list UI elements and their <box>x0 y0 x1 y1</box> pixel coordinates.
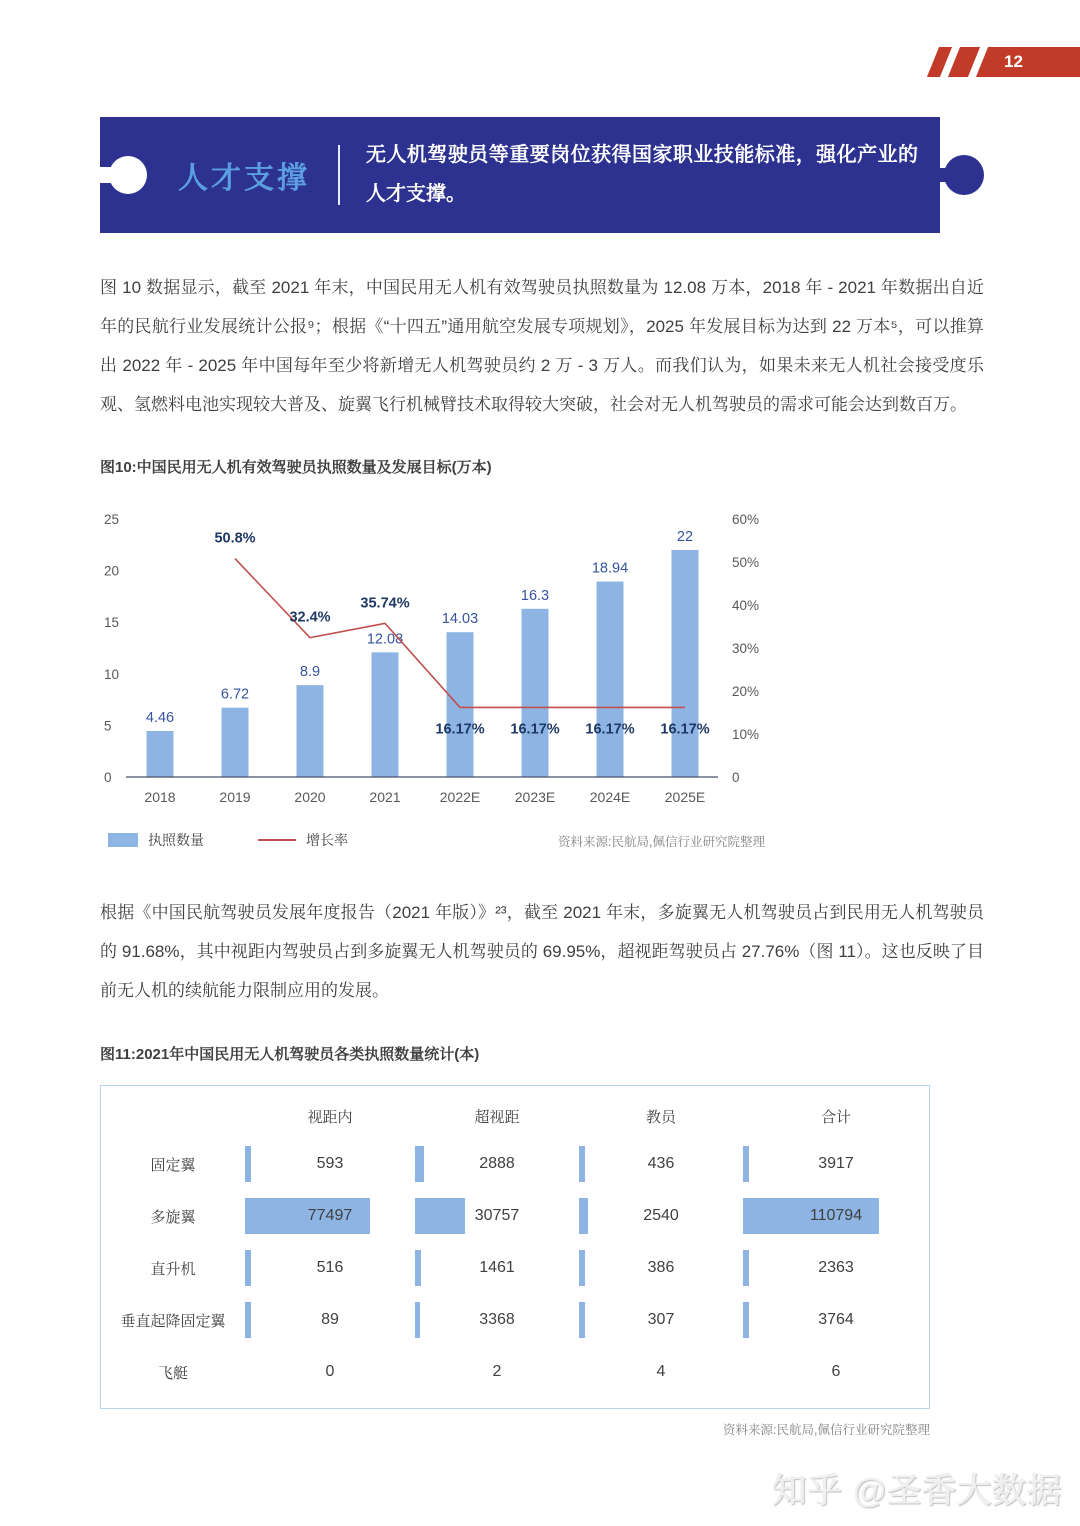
table-column-header: 视距内 <box>307 1108 353 1126</box>
chart-bar <box>522 609 549 777</box>
table-value-bar <box>245 1302 251 1338</box>
table-value-bar <box>415 1198 465 1234</box>
figure10-source: 资料来源:民航局,佩信行业研究院整理 <box>558 835 765 849</box>
watermark: 知乎 @圣香大数据 <box>772 1472 1062 1510</box>
figure11-source: 资料来源:民航局,佩信行业研究院整理 <box>723 1423 930 1437</box>
section-banner <box>100 117 940 233</box>
left-axis-tick: 5 <box>104 718 112 734</box>
bar-value-label: 12.08 <box>366 631 404 648</box>
figure10-chart <box>100 502 765 851</box>
bar-value-label: 16.3 <box>520 587 550 604</box>
x-axis-label: 2022E <box>439 789 481 805</box>
right-axis-tick: 50% <box>732 555 760 570</box>
bar-swatch-icon <box>108 833 138 847</box>
table-value: 1461 <box>479 1259 515 1276</box>
figure10-title: 图10:中国民用无人机有效驾驶员执照数量及发展目标(万本) <box>100 459 492 476</box>
section-summary: 无人机驾驶员等重要岗位获得国家职业技能标准，强化产业的人才支撑。 <box>366 144 918 205</box>
table-data-cell <box>415 1346 579 1398</box>
x-axis-label: 2023E <box>514 789 556 805</box>
growth-value-label: 16.17% <box>435 721 485 738</box>
table-data-cell <box>579 1294 743 1346</box>
table-value: 77497 <box>307 1207 353 1224</box>
puzzle-knob-icon <box>944 155 984 195</box>
table-row-label: 多旋翼 <box>150 1208 196 1226</box>
table-value: 3368 <box>479 1311 515 1328</box>
legend-item-bar <box>108 830 204 850</box>
badge-stripe-icon <box>927 47 952 77</box>
table-value-bar <box>743 1302 749 1338</box>
line-swatch-icon <box>258 839 296 841</box>
left-axis-tick: 15 <box>104 615 120 631</box>
table-value: 2363 <box>818 1259 854 1276</box>
table-data-cell <box>415 1242 579 1294</box>
right-axis-tick: 20% <box>732 684 760 699</box>
table-data-cell <box>743 1242 929 1294</box>
legend-label: 执照数量 <box>148 832 204 848</box>
table-column-header: 超视距 <box>474 1108 520 1126</box>
table-data-cell <box>579 1346 743 1398</box>
page-number: 12 <box>1004 52 1023 71</box>
table-data-cell <box>245 1346 415 1398</box>
table-data-cell <box>579 1190 743 1242</box>
table-value-bar <box>245 1250 251 1286</box>
table-value: 110794 <box>809 1207 863 1224</box>
x-axis-label: 2018 <box>144 789 176 805</box>
table-data-cell <box>245 1294 415 1346</box>
table-value-bar <box>579 1198 588 1234</box>
table-data-cell <box>743 1346 929 1398</box>
table-row-label: 垂直起降固定翼 <box>120 1312 226 1330</box>
table-row-label: 直升机 <box>150 1260 196 1278</box>
bar-value-label: 6.72 <box>220 686 250 703</box>
chart-bar <box>297 685 324 777</box>
bar-line-chart <box>100 502 765 814</box>
growth-value-label: 35.74% <box>360 595 410 612</box>
table-value-bar <box>743 1146 749 1182</box>
right-axis-tick: 60% <box>732 512 760 527</box>
table-value: 3917 <box>818 1155 854 1172</box>
bar-value-label: 14.03 <box>441 611 479 628</box>
left-axis-tick: 20 <box>104 563 120 579</box>
growth-value-label: 32.4% <box>289 609 331 626</box>
table-value: 4 <box>656 1363 666 1380</box>
figure11-table <box>100 1085 930 1409</box>
table-value-bar <box>415 1250 421 1286</box>
bar-value-label: 18.94 <box>591 560 629 577</box>
growth-value-label: 50.8% <box>214 530 256 547</box>
table-value: 89 <box>321 1311 339 1328</box>
legend-item-line <box>258 830 348 850</box>
table-data-cell <box>743 1138 929 1190</box>
right-axis-tick: 10% <box>732 727 760 742</box>
x-axis-label: 2020 <box>294 789 326 805</box>
table-row-label: 飞艇 <box>157 1364 188 1382</box>
table-row-label: 固定翼 <box>150 1156 196 1174</box>
growth-value-label: 16.17% <box>510 721 560 738</box>
puzzle-notch-circle-icon <box>109 156 147 194</box>
table-data-cell <box>415 1294 579 1346</box>
legend-label: 增长率 <box>306 832 348 848</box>
table-value-bar <box>415 1146 424 1182</box>
figure11-title: 图11:2021年中国民用无人机驾驶员各类执照数量统计(本) <box>100 1046 480 1063</box>
x-axis-label: 2021 <box>369 789 401 805</box>
badge-stripe-icon <box>948 47 980 77</box>
chart-bar <box>222 708 249 777</box>
chart-legend <box>100 829 765 851</box>
table-value-bar <box>245 1146 251 1182</box>
table-data-cell <box>245 1138 415 1190</box>
chart-bar <box>372 652 399 777</box>
table-data-cell <box>743 1294 929 1346</box>
section-title: 人才支撑 <box>178 162 310 195</box>
table-value: 6 <box>831 1363 841 1380</box>
table-value: 436 <box>647 1155 675 1172</box>
paragraph-1: 图 10 数据显示，截至 2021 年末，中国民用无人机有效驾驶员执照数量为 12.08 万本，2018 年 - 2021 年数据出自近年的民航行业发展统计公报⁹；根据《“十四五”通用航空发展专项规划》，2025 年发展目标为达到 22 万本⁵，可以推算出 2022 年 - 2025 年中国每年至少将新增无人机驾驶员约 2 万 - 3 万人。而我们认为，如果未来无人机社会接受度乐观、氢燃料电池实现较大普及、旋翼飞行机械臂技术取得较大突破，社会对无人机驾驶员的需求可能会达到数百万。 <box>100 278 984 414</box>
right-axis-tick: 0 <box>732 770 740 785</box>
table-value: 2888 <box>479 1155 515 1172</box>
table-value: 0 <box>325 1363 335 1380</box>
chart-bar <box>672 550 699 777</box>
table-value: 2540 <box>643 1207 679 1224</box>
table-data-cell <box>245 1242 415 1294</box>
bar-value-label: 22 <box>676 528 694 545</box>
table-data-cell <box>415 1190 579 1242</box>
bar-value-label: 4.46 <box>145 709 175 726</box>
chart-bar <box>597 582 624 777</box>
x-axis-label: 2019 <box>219 789 251 805</box>
right-axis-tick: 40% <box>732 598 760 613</box>
table-value-bar <box>743 1250 749 1286</box>
table-value-bar <box>579 1146 585 1182</box>
page-number-badge <box>933 47 1080 77</box>
table-value: 30757 <box>474 1207 520 1224</box>
x-axis-label: 2024E <box>589 789 631 805</box>
table-value: 3764 <box>818 1311 854 1328</box>
right-axis-tick: 30% <box>732 641 760 656</box>
left-axis-tick: 0 <box>104 770 112 785</box>
growth-value-label: 16.17% <box>585 721 635 738</box>
chart-bar <box>147 731 174 777</box>
table-value: 593 <box>316 1155 344 1172</box>
table-value-bar <box>579 1250 585 1286</box>
table-data-cell <box>579 1242 743 1294</box>
paragraph-2: 根据《中国民航驾驶员发展年度报告（2021 年版）》²³，截至 2021 年末，多旋翼无人机驾驶员占到民用无人机驾驶员的 91.68%，其中视距内驾驶员占到多旋翼无人机驾驶员的 69.95%，超视距驾驶员占 27.76%（图 11）。这也反映了目前无人机的续航能力限制应用的发展。 <box>100 903 984 1000</box>
table-value: 307 <box>647 1311 675 1328</box>
table-data-cell <box>415 1138 579 1190</box>
x-axis-label: 2025E <box>664 789 706 805</box>
table-data-cell <box>245 1190 415 1242</box>
banner-divider <box>338 145 340 205</box>
chart-bar <box>447 632 474 777</box>
table-value: 516 <box>316 1259 344 1276</box>
table-column-header: 合计 <box>820 1108 851 1126</box>
badge-bar <box>976 47 1080 77</box>
table-column-header: 教员 <box>645 1108 676 1126</box>
left-axis-tick: 25 <box>104 512 120 527</box>
table-data-cell <box>579 1138 743 1190</box>
table-value: 386 <box>647 1259 675 1276</box>
table-value-bar <box>579 1302 585 1338</box>
table-corner-cell <box>101 1094 245 1138</box>
table-value: 2 <box>492 1363 502 1380</box>
table-data-cell <box>743 1190 929 1242</box>
left-axis-tick: 10 <box>104 666 120 682</box>
bar-value-label: 8.9 <box>299 664 321 681</box>
table-value-bar <box>415 1302 420 1338</box>
growth-value-label: 16.17% <box>660 721 710 738</box>
